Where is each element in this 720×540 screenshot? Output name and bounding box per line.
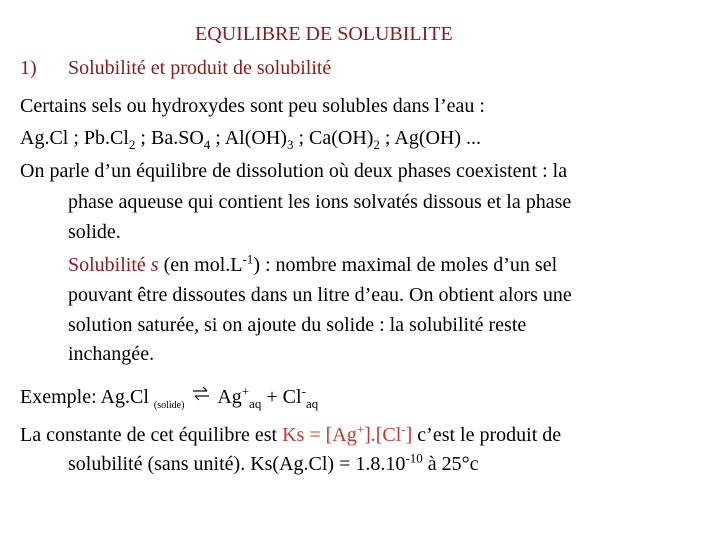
ks-value-text: solubilité (sans unité). Ks(Ag.Cl) = 1.8.10 xyxy=(68,453,406,475)
reaction-prefix: Exemple: Ag.Cl xyxy=(20,386,154,408)
dissolution-line-3: solide. xyxy=(68,221,121,243)
ks-text: La constante de cet équilibre est xyxy=(20,424,283,446)
equilibrium-arrows-icon xyxy=(191,390,211,406)
superscript: -1 xyxy=(242,251,254,267)
section-title: Solubilité et produit de solubilité xyxy=(68,57,332,79)
solubility-definition-line-1 xyxy=(68,253,557,277)
ion-text: Ag xyxy=(213,386,242,408)
solubility-symbol: s xyxy=(150,254,159,276)
ks-expr: Ks = [Ag xyxy=(282,424,357,446)
dissolution-line-1: On parle d’un équilibre de dissolution où deux phases coexistent : la xyxy=(20,160,568,182)
charge: - xyxy=(301,383,306,399)
solubility-label: Solubilité xyxy=(68,254,146,276)
example-reaction xyxy=(20,385,318,413)
subscript: 3 xyxy=(286,137,294,152)
salt-text: ; Ag(OH) ... xyxy=(379,127,482,149)
solubility-definition-line-4: inchangée. xyxy=(68,343,155,365)
ks-line-2 xyxy=(68,452,478,476)
solubility-definition-line-3: solution saturée, si on ajoute du solide : la solubilité reste xyxy=(68,314,527,336)
ks-text: c’est le produit de xyxy=(412,424,562,446)
salt-text: Ag.Cl ; Pb.Cl xyxy=(20,127,129,149)
superscript: -10 xyxy=(405,450,423,466)
salt-text: ; Ca(OH) xyxy=(293,127,374,149)
subscript: aq xyxy=(249,396,262,411)
section-heading xyxy=(20,56,331,80)
subscript: 4 xyxy=(203,137,211,152)
ks-expression xyxy=(282,421,413,446)
unit-text: (en mol.L xyxy=(158,254,243,276)
solubility-term xyxy=(68,254,159,276)
subscript: aq xyxy=(305,396,319,411)
intro-text: Certains sels ou hydroxydes sont peu solubles dans l’eau : xyxy=(20,95,485,117)
subscript: 2 xyxy=(128,137,136,152)
dissolution-line-2: phase aqueuse qui contient les ions solvatés dissous et la phase xyxy=(68,191,572,213)
superscript: - xyxy=(401,421,406,437)
definition-text: ) : nombre maximal de moles d’un sel xyxy=(253,254,558,276)
state-label: (solide) xyxy=(153,400,185,411)
ks-expr: ].[Cl xyxy=(364,424,402,446)
ks-line-1 xyxy=(20,423,561,447)
salt-text: ; Al(OH) xyxy=(210,127,287,149)
salts-list xyxy=(20,126,481,150)
section-number: 1) xyxy=(20,57,37,79)
ks-expr: ] xyxy=(405,424,413,446)
solubility-definition-line-2: pouvant être dissoutes dans un litre d’eau. On obtient alors une xyxy=(68,284,572,306)
page-title: EQUILIBRE DE SOLUBILITE xyxy=(195,23,453,45)
salt-text: ; Ba.SO xyxy=(135,127,204,149)
ks-value-text: à 25°c xyxy=(422,453,479,475)
ion-text: + Cl xyxy=(261,386,302,408)
subscript: 2 xyxy=(373,137,380,152)
superscript: + xyxy=(356,421,365,437)
charge: + xyxy=(241,383,250,399)
